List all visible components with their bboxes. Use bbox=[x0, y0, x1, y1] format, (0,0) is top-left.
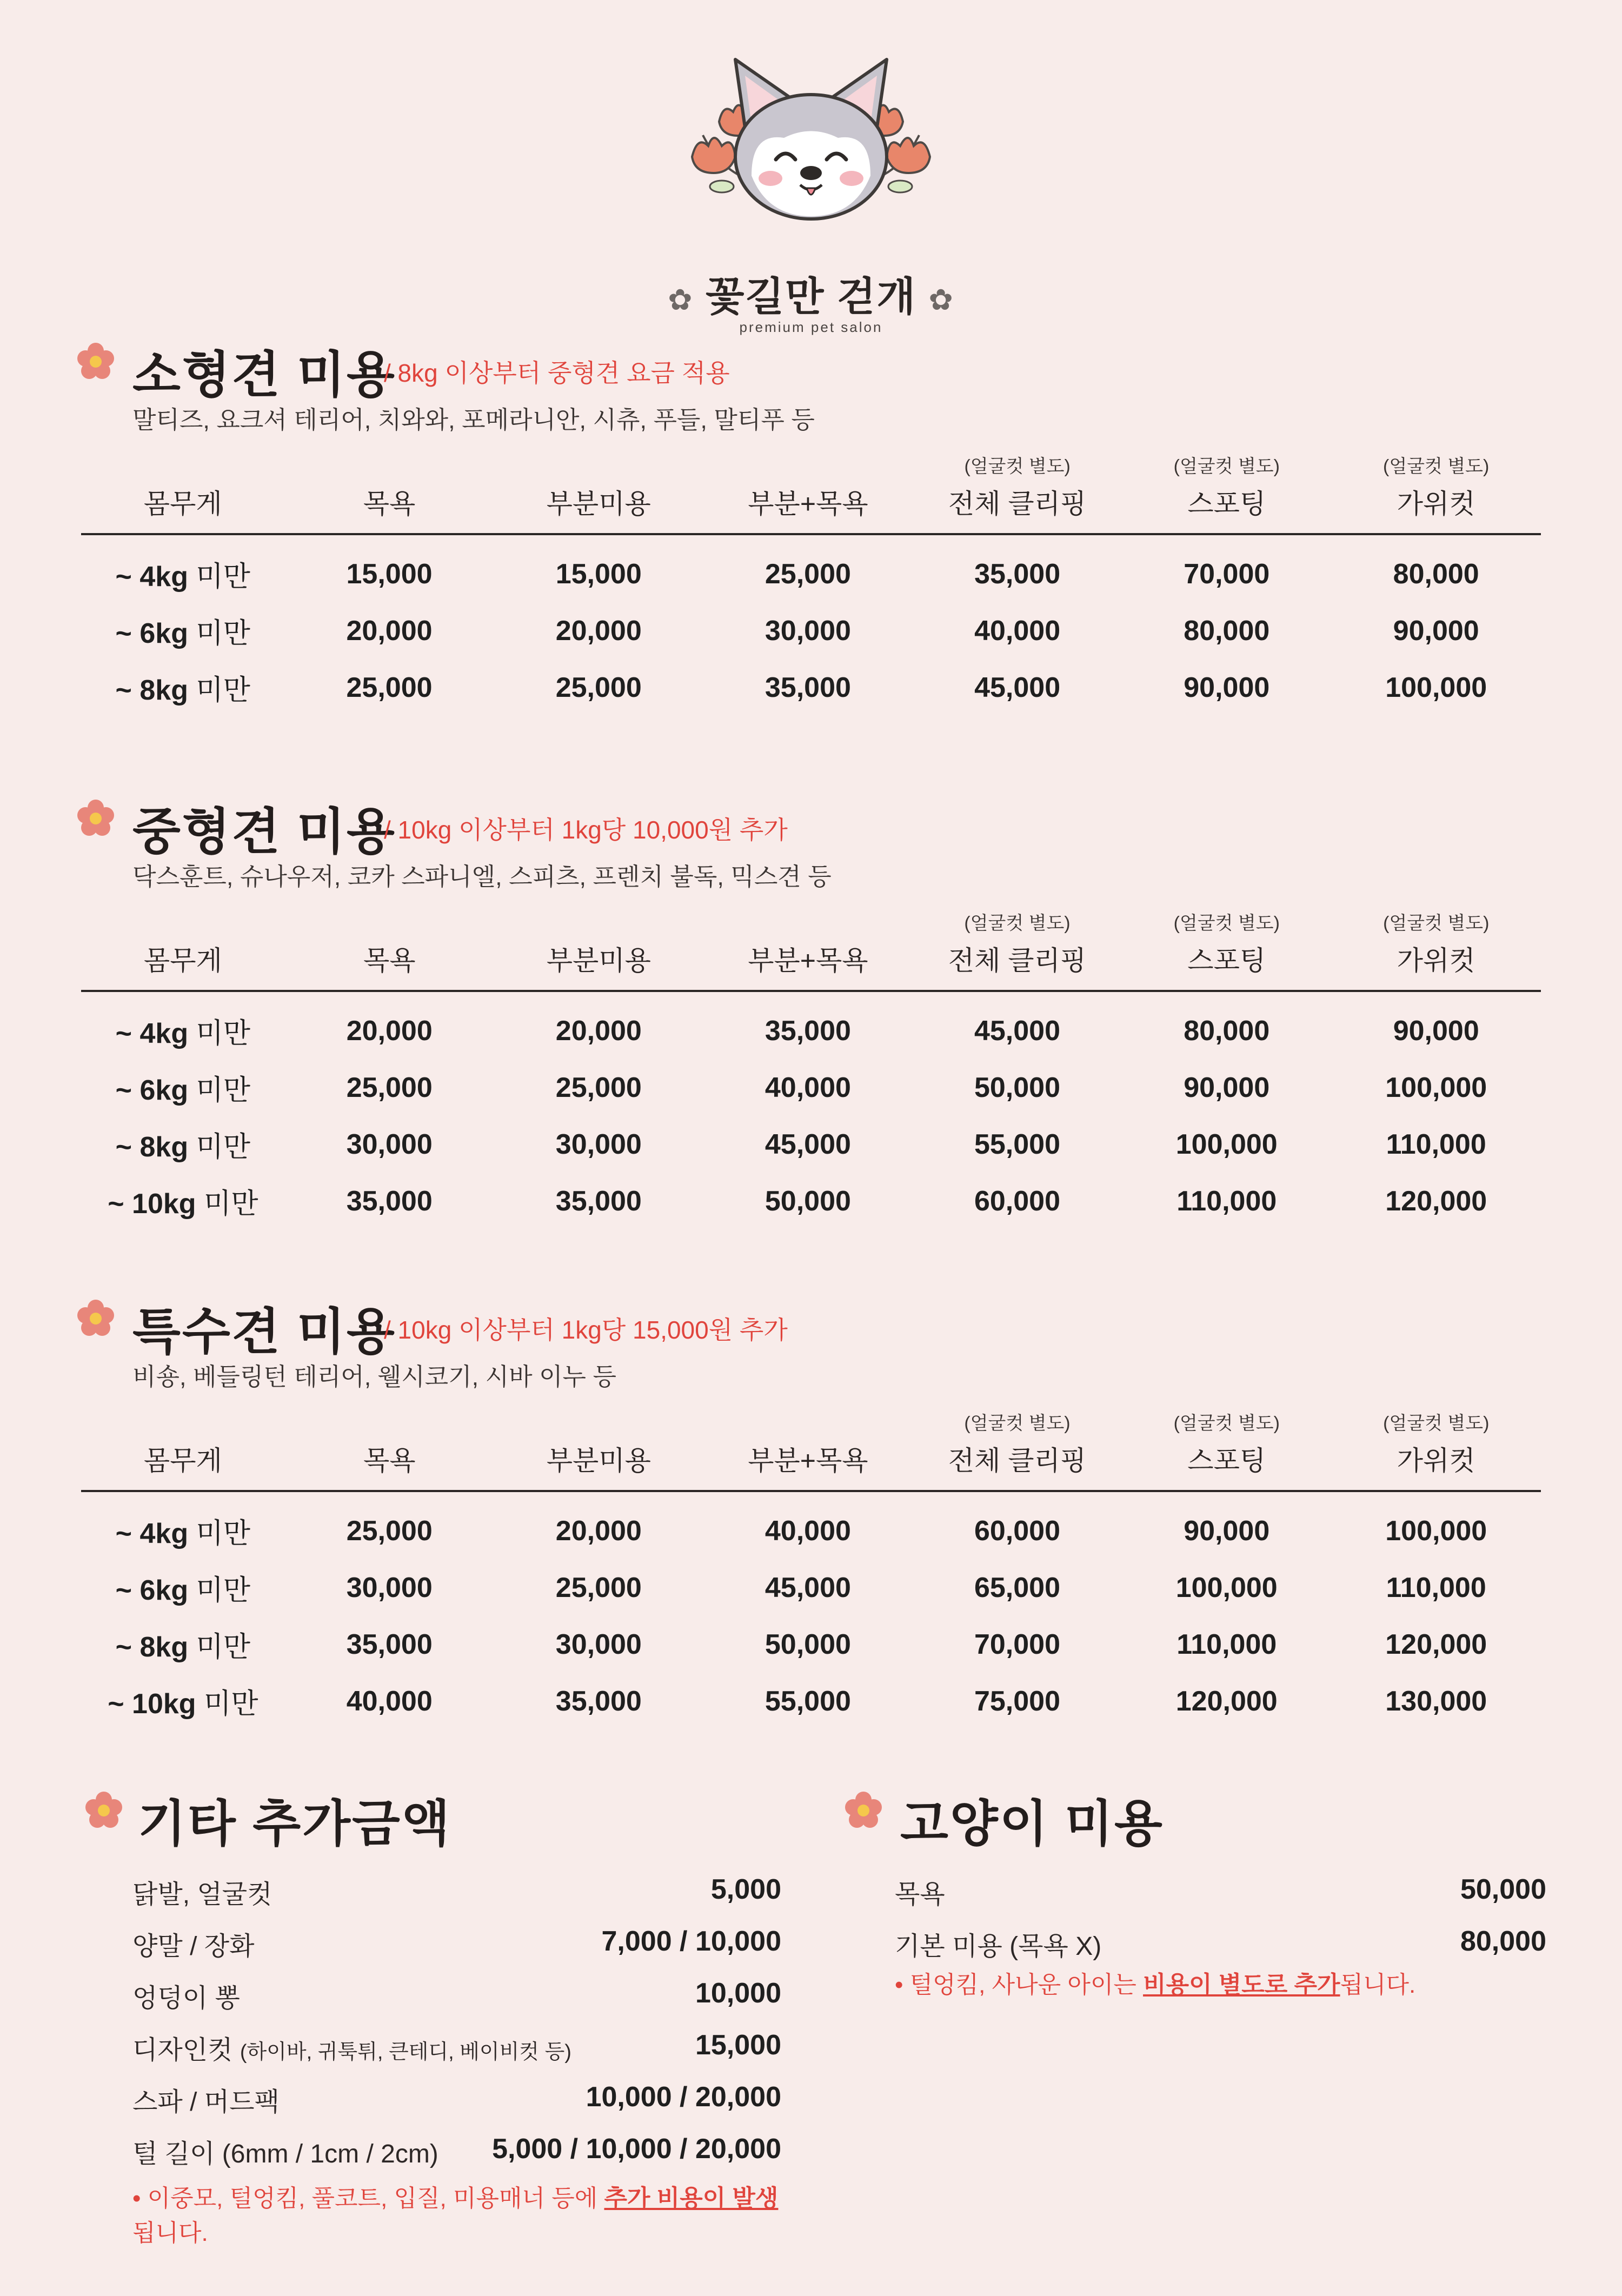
price-cell: 50,000 bbox=[765, 1185, 851, 1217]
table-row bbox=[81, 602, 1541, 659]
price-cell: 100,000 bbox=[1175, 1572, 1278, 1603]
price-cell: 45,000 bbox=[974, 671, 1061, 703]
price-cell: 25,000 bbox=[555, 1572, 642, 1603]
price-table bbox=[81, 1408, 1541, 1729]
col-weight: 몸무게 bbox=[143, 489, 222, 519]
weight-cell: ~ 6kg 미만 bbox=[115, 1575, 251, 1606]
price-cell: 110,000 bbox=[1386, 1128, 1486, 1160]
col-partial-bath: 부분+목욕 bbox=[748, 489, 868, 519]
price-cell: 30,000 bbox=[346, 1128, 433, 1160]
item-price: 10,000 bbox=[695, 1978, 781, 2009]
price-cell: 90,000 bbox=[1393, 1015, 1479, 1047]
price-cell: 35,000 bbox=[555, 1185, 642, 1217]
section-title: 소형견 미용 bbox=[132, 348, 396, 403]
table-row bbox=[81, 1673, 1541, 1729]
price-cell: 50,000 bbox=[974, 1072, 1060, 1103]
price-cell: 120,000 bbox=[1175, 1685, 1278, 1717]
section-title: 특수견 미용 bbox=[132, 1305, 396, 1360]
price-cell: 40,000 bbox=[346, 1685, 433, 1717]
price-cell: 35,000 bbox=[346, 1628, 433, 1660]
price-cell: 30,000 bbox=[765, 615, 851, 647]
col-partial: 부분미용 bbox=[546, 489, 651, 519]
col-bath: 목욕 bbox=[363, 946, 416, 976]
item-price: 50,000 bbox=[1460, 1874, 1546, 1905]
price-cell: 40,000 bbox=[765, 1515, 851, 1547]
item-label: 디자인컷 (하이바, 귀툭튀, 큰테디, 베이비컷 등) bbox=[132, 2036, 571, 2065]
price-cell: 25,000 bbox=[346, 671, 433, 703]
price-cell: 40,000 bbox=[765, 1072, 851, 1103]
item-label: 닭발, 얼굴컷 bbox=[132, 1880, 272, 1909]
item-price: 5,000 / 10,000 / 20,000 bbox=[492, 2133, 781, 2165]
table-row bbox=[81, 1491, 1541, 1559]
price-cell: 55,000 bbox=[974, 1128, 1060, 1160]
table-row bbox=[81, 1173, 1541, 1229]
col-full-clip: (얼굴컷 별도) 전체 클리핑 bbox=[948, 913, 1087, 976]
price-cell: 90,000 bbox=[1184, 1515, 1270, 1547]
price-cell: 40,000 bbox=[974, 615, 1061, 647]
table-row bbox=[81, 1116, 1541, 1173]
section-title: 중형견 미용 bbox=[132, 804, 396, 860]
item-label: 목욕 bbox=[895, 1880, 945, 1909]
item-label: 털 길이 (6mm / 1cm / 2cm) bbox=[132, 2140, 438, 2168]
section-note: / 10kg 이상부터 1kg당 10,000원 추가 bbox=[384, 816, 788, 844]
price-cell: 70,000 bbox=[1184, 558, 1270, 590]
price-cell: 50,000 bbox=[765, 1628, 851, 1660]
price-cell: 30,000 bbox=[555, 1128, 642, 1160]
weight-cell: ~ 6kg 미만 bbox=[115, 1075, 251, 1106]
item-label: 스파 / 머드팩 bbox=[132, 2088, 280, 2117]
table-row bbox=[81, 1559, 1541, 1616]
price-cell: 80,000 bbox=[1393, 558, 1479, 590]
list-item bbox=[132, 2070, 781, 2122]
section-title: 고양이 미용 bbox=[900, 1796, 1164, 1852]
weight-cell: ~ 8kg 미만 bbox=[115, 1132, 251, 1163]
price-cell: 20,000 bbox=[555, 1015, 642, 1047]
price-cell: 45,000 bbox=[974, 1015, 1060, 1047]
flower-icon bbox=[76, 1299, 116, 1339]
price-cell: 25,000 bbox=[765, 558, 851, 590]
col-spotting: (얼굴컷 별도) 스포팅 bbox=[1173, 456, 1280, 519]
col-weight: 몸무게 bbox=[143, 1446, 222, 1476]
price-cell: 45,000 bbox=[765, 1128, 851, 1160]
flower-icon bbox=[76, 798, 116, 838]
price-table bbox=[81, 451, 1541, 716]
price-cell: 20,000 bbox=[346, 615, 433, 647]
price-cell: 25,000 bbox=[555, 1072, 642, 1103]
breed-list: 닥스훈트, 슈나우저, 코카 스파니엘, 스피츠, 프렌치 불독, 믹스견 등 bbox=[132, 863, 832, 890]
price-cell: 60,000 bbox=[974, 1515, 1060, 1547]
breed-list: 비숑, 베들링턴 테리어, 웰시코기, 시바 이누 등 bbox=[132, 1363, 616, 1390]
brand-logo bbox=[649, 43, 973, 335]
table-header-row bbox=[81, 451, 1541, 534]
list-item bbox=[132, 1966, 781, 2018]
price-cell: 120,000 bbox=[1385, 1185, 1487, 1217]
price-cell: 20,000 bbox=[555, 1515, 642, 1547]
price-cell: 65,000 bbox=[974, 1572, 1060, 1603]
table-header-row bbox=[81, 1408, 1541, 1491]
col-weight: 몸무게 bbox=[143, 946, 222, 976]
flower-icon bbox=[84, 1791, 124, 1831]
price-cell: 90,000 bbox=[1184, 671, 1270, 703]
price-cell: 90,000 bbox=[1184, 1072, 1270, 1103]
weight-cell: ~ 4kg 미만 bbox=[115, 1518, 251, 1549]
price-cell: 20,000 bbox=[346, 1015, 433, 1047]
price-cell: 100,000 bbox=[1175, 1128, 1278, 1160]
item-price: 7,000 / 10,000 bbox=[601, 1926, 781, 1957]
extras-section bbox=[76, 1779, 781, 2246]
price-cell: 90,000 bbox=[1393, 615, 1479, 647]
price-cell: 35,000 bbox=[765, 1015, 851, 1047]
weight-cell: ~ 8kg 미만 bbox=[115, 1632, 251, 1663]
list-item bbox=[132, 2122, 781, 2174]
col-bath: 목욕 bbox=[363, 1446, 416, 1476]
item-label: 기본 미용 (목욕 X) bbox=[895, 1932, 1102, 1961]
col-partial-bath: 부분+목욕 bbox=[748, 1446, 868, 1476]
flower-icon bbox=[76, 342, 116, 382]
col-spotting: (얼굴컷 별도) 스포팅 bbox=[1173, 1413, 1280, 1476]
weight-cell: ~ 6kg 미만 bbox=[115, 618, 250, 649]
dog-mascot-icon bbox=[670, 43, 952, 243]
breed-list: 말티즈, 요크셔 테리어, 치와와, 포메라니안, 시츄, 푸들, 말티푸 등 bbox=[132, 406, 815, 434]
price-cell: 30,000 bbox=[555, 1628, 642, 1660]
price-cell: 60,000 bbox=[974, 1185, 1060, 1217]
small-dog-section bbox=[76, 330, 1546, 708]
table-row bbox=[81, 991, 1541, 1059]
price-cell: 15,000 bbox=[555, 558, 642, 590]
price-cell: 100,000 bbox=[1385, 1072, 1487, 1103]
price-cell: 15,000 bbox=[346, 558, 433, 590]
flower-icon: ✿ bbox=[928, 283, 954, 316]
weight-cell: ~ 8kg 미만 bbox=[115, 675, 250, 706]
item-price: 10,000 / 20,000 bbox=[586, 2081, 781, 2113]
item-price: 15,000 bbox=[695, 2029, 781, 2061]
price-cell: 35,000 bbox=[974, 558, 1061, 590]
brand-title: 꽃길만 걷개 bbox=[706, 274, 916, 319]
col-full-clip: (얼굴컷 별도) 전체 클리핑 bbox=[948, 1413, 1087, 1476]
price-cell: 25,000 bbox=[346, 1072, 433, 1103]
price-cell: 75,000 bbox=[974, 1685, 1060, 1717]
col-partial: 부분미용 bbox=[546, 1446, 651, 1476]
weight-cell: ~ 10kg 미만 bbox=[108, 1188, 258, 1220]
price-cell: 35,000 bbox=[555, 1685, 642, 1717]
price-cell: 120,000 bbox=[1385, 1628, 1487, 1660]
list-item bbox=[895, 1914, 1546, 1966]
section-note: / 8kg 이상부터 중형견 요금 적용 bbox=[384, 359, 730, 387]
price-cell: 30,000 bbox=[346, 1572, 433, 1603]
medium-dog-section bbox=[76, 787, 1546, 1230]
price-cell: 110,000 bbox=[1176, 1185, 1277, 1217]
table-header-row bbox=[81, 908, 1541, 991]
list-item bbox=[132, 1914, 781, 1966]
price-cell: 80,000 bbox=[1184, 615, 1270, 647]
table-row bbox=[81, 659, 1541, 716]
weight-cell: ~ 10kg 미만 bbox=[108, 1688, 258, 1720]
price-cell: 130,000 bbox=[1385, 1685, 1487, 1717]
item-price: 80,000 bbox=[1460, 1926, 1546, 1957]
price-cell: 35,000 bbox=[765, 671, 851, 703]
col-scissor: (얼굴컷 별도) 가위컷 bbox=[1383, 1413, 1490, 1476]
col-spotting: (얼굴컷 별도) 스포팅 bbox=[1173, 913, 1280, 976]
col-full-clip: (얼굴컷 별도) 전체 클리핑 bbox=[948, 456, 1087, 519]
col-bath: 목욕 bbox=[363, 489, 416, 519]
item-price: 5,000 bbox=[710, 1874, 781, 1905]
price-cell: 45,000 bbox=[765, 1572, 851, 1603]
price-cell: 25,000 bbox=[346, 1515, 433, 1547]
price-cell: 80,000 bbox=[1184, 1015, 1270, 1047]
col-scissor: (얼굴컷 별도) 가위컷 bbox=[1383, 913, 1490, 976]
section-title: 기타 추가금액 bbox=[138, 1796, 451, 1852]
extras-note: • 이중모, 털엉킴, 풀코트, 입질, 미용매너 등에 추가 비용이 발생됩니다. bbox=[132, 2185, 779, 2246]
item-label: 엉덩이 뽕 bbox=[132, 1984, 240, 2013]
price-cell: 20,000 bbox=[555, 615, 642, 647]
table-row bbox=[81, 1059, 1541, 1116]
price-cell: 70,000 bbox=[974, 1628, 1060, 1660]
cat-section bbox=[843, 1779, 1546, 2049]
list-item bbox=[132, 2018, 781, 2070]
table-row bbox=[81, 1616, 1541, 1673]
list-item bbox=[132, 1862, 781, 1914]
list-item bbox=[895, 1862, 1546, 1914]
price-cell: 110,000 bbox=[1176, 1628, 1277, 1660]
extras-list bbox=[132, 1862, 781, 2174]
col-partial-bath: 부분+목욕 bbox=[748, 946, 868, 976]
price-cell: 55,000 bbox=[765, 1685, 851, 1717]
special-dog-section bbox=[76, 1287, 1546, 1730]
weight-cell: ~ 4kg 미만 bbox=[115, 1018, 251, 1049]
price-cell: 35,000 bbox=[346, 1185, 433, 1217]
section-note: / 10kg 이상부터 1kg당 15,000원 추가 bbox=[384, 1316, 788, 1344]
price-table bbox=[81, 908, 1541, 1229]
brand-subtitle: premium pet salon bbox=[739, 319, 883, 335]
flower-icon: ✿ bbox=[668, 283, 694, 316]
flower-icon bbox=[843, 1791, 883, 1831]
price-cell: 100,000 bbox=[1385, 1515, 1487, 1547]
col-partial: 부분미용 bbox=[546, 946, 651, 976]
table-row bbox=[81, 534, 1541, 602]
price-cell: 25,000 bbox=[555, 671, 642, 703]
cat-note: • 털엉킴, 사나운 아이는 비용이 별도로 추가됩니다. bbox=[895, 1972, 1416, 1998]
cat-list bbox=[895, 1862, 1546, 1966]
price-cell: 100,000 bbox=[1385, 671, 1487, 703]
price-cell: 110,000 bbox=[1386, 1572, 1486, 1603]
item-label: 양말 / 장화 bbox=[132, 1932, 255, 1961]
weight-cell: ~ 4kg 미만 bbox=[115, 561, 250, 593]
col-scissor: (얼굴컷 별도) 가위컷 bbox=[1383, 456, 1490, 519]
